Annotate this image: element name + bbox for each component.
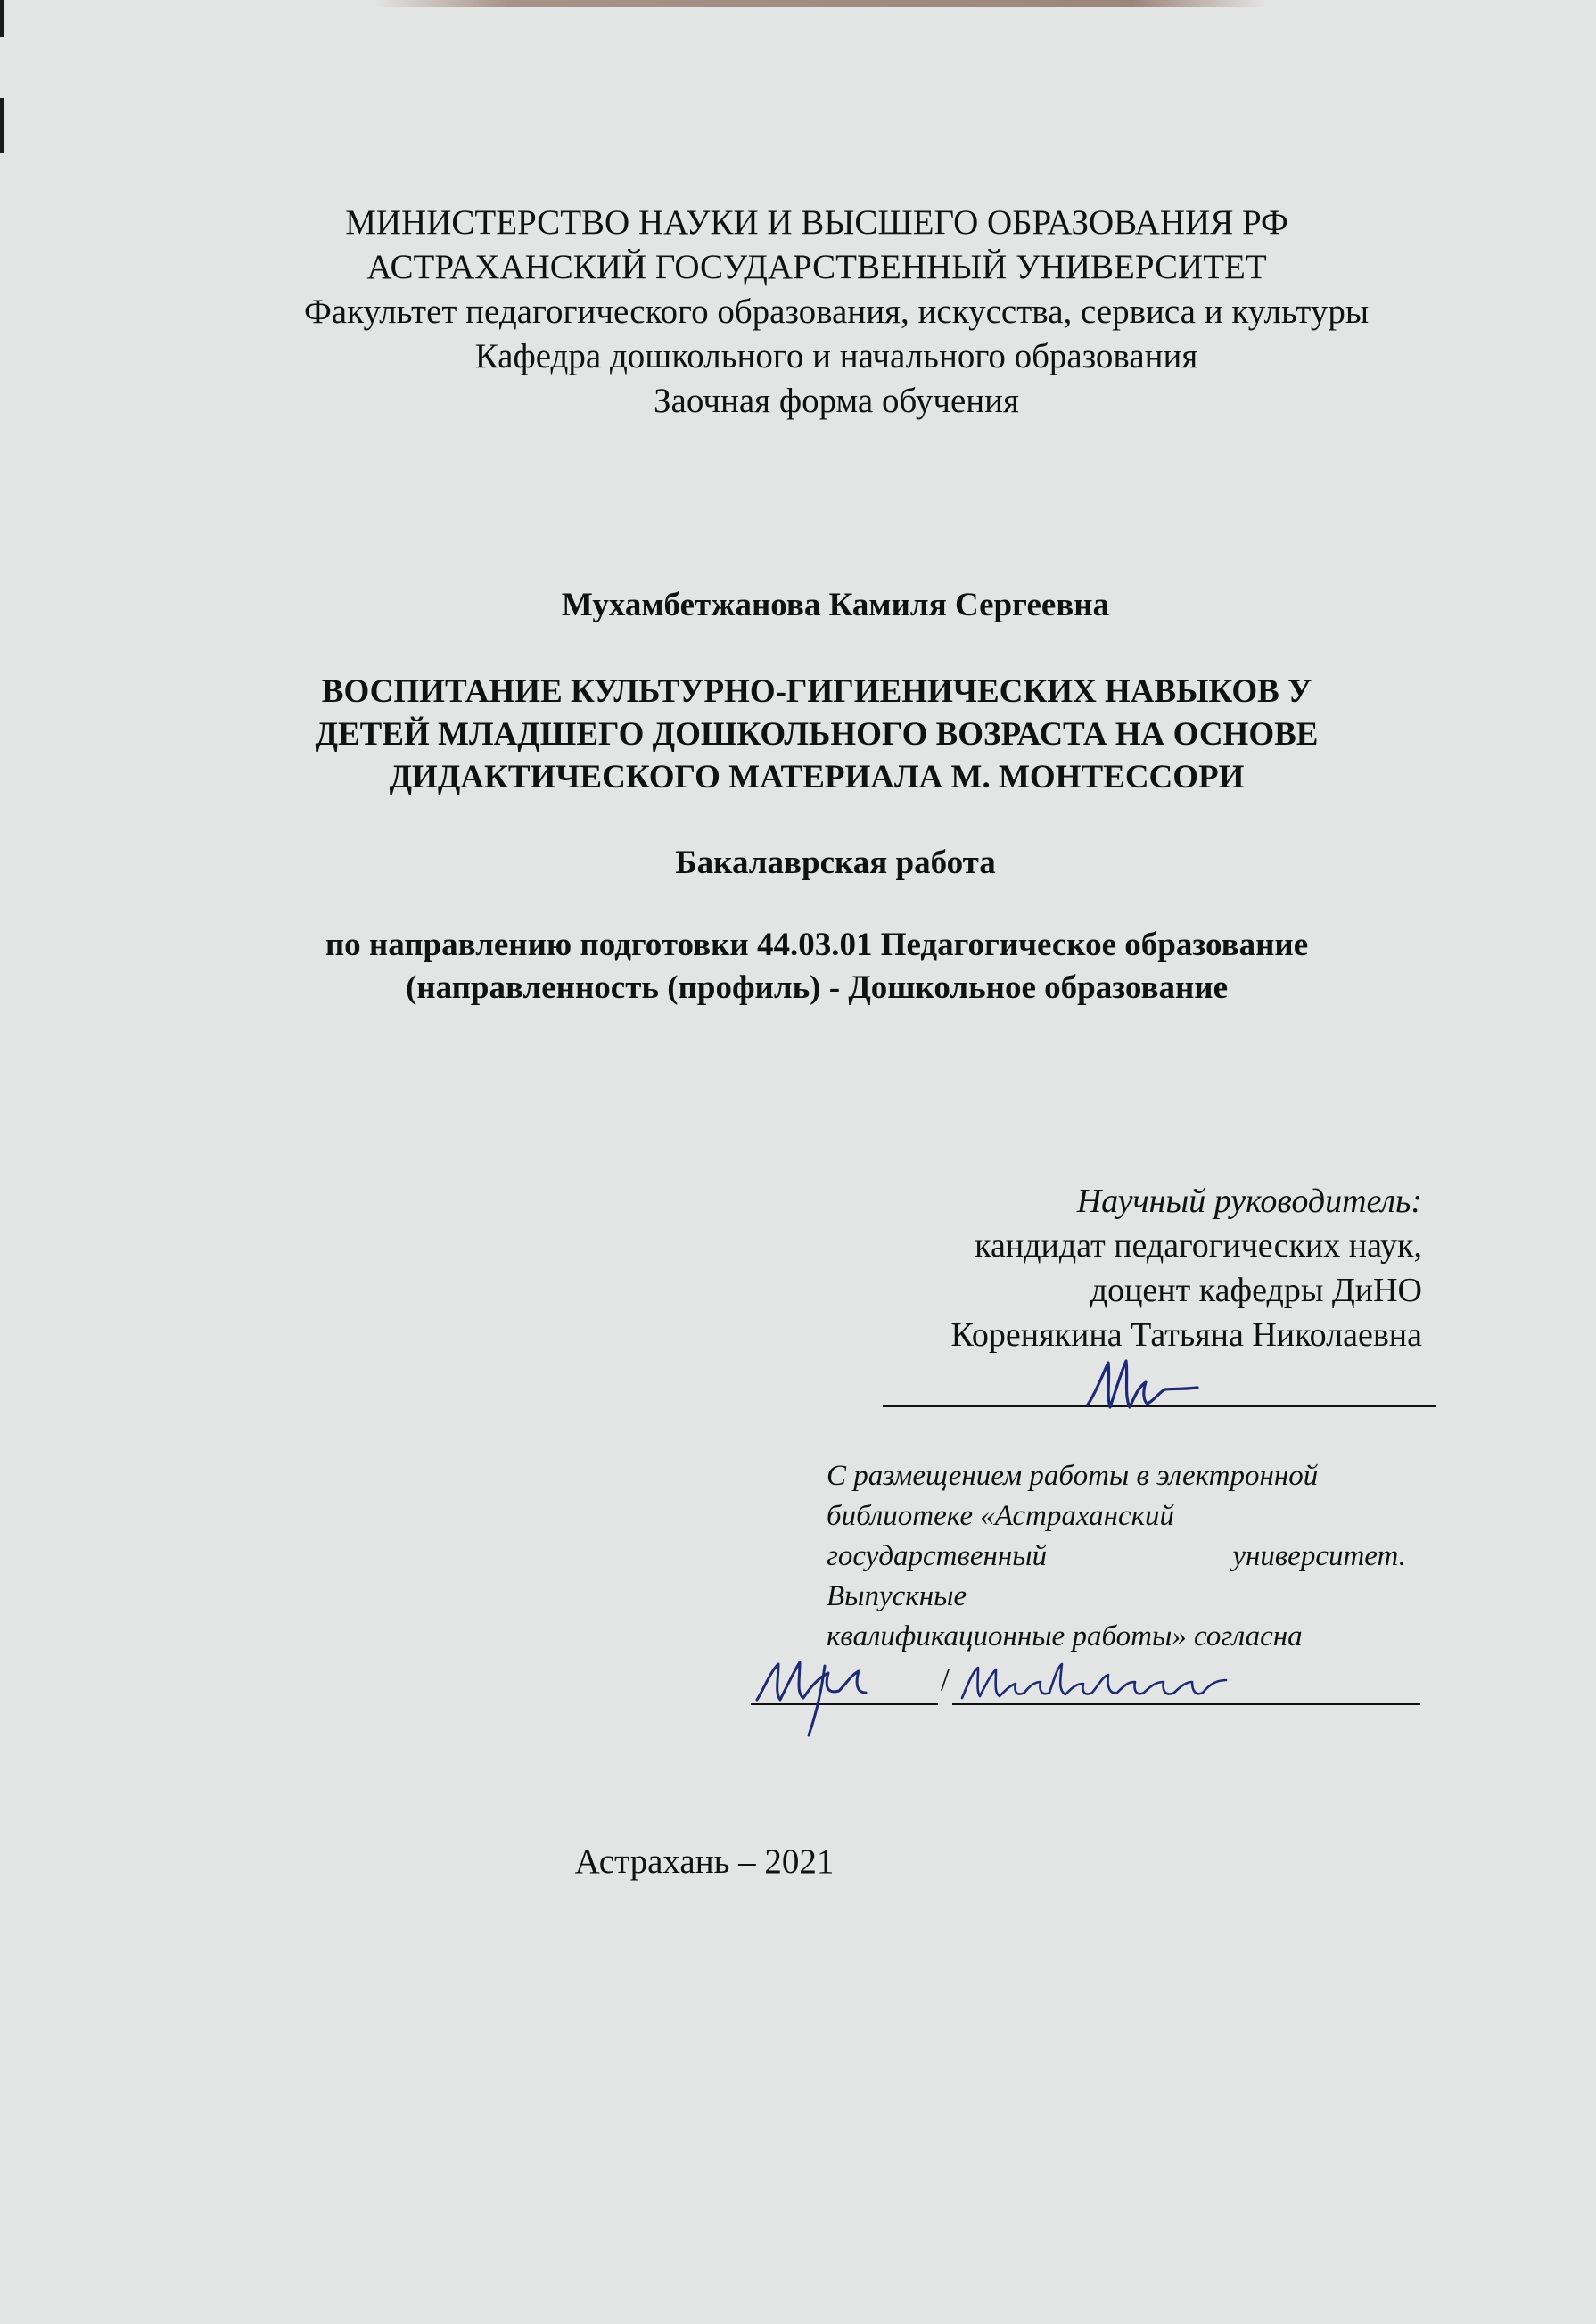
- consent-word: государственный: [827, 1540, 1048, 1572]
- consent-line: библиотеке «Астраханский: [827, 1500, 1175, 1532]
- direction-line: (направленность (профиль) - Дошкольное образование: [405, 969, 1229, 1006]
- library-consent: [827, 1456, 1406, 1657]
- consent-line: Выпускные: [827, 1580, 967, 1612]
- consent-line: С размещением работы в электронной: [827, 1460, 1319, 1492]
- direction-line: по направлению подготовки 44.03.01 Педагогическое образование: [325, 927, 1309, 963]
- student-handwritten-name: [958, 1659, 1244, 1712]
- title-line: ВОСПИТАНИЕ КУЛЬТУРНО-ГИГИЕНИЧЕСКИХ НАВЫКОВ У: [321, 673, 1312, 710]
- consent-line: квалификационные работы» согласна: [827, 1620, 1303, 1652]
- signature-separator: /: [941, 1661, 950, 1697]
- supervisor-heading: Научный руководитель:: [1076, 1183, 1422, 1220]
- city-year: Астрахань – 2021: [574, 1842, 835, 1881]
- department-name: Кафедра дошкольного и начального образования: [474, 337, 1198, 375]
- study-form: Заочная форма обучения: [654, 382, 1019, 420]
- work-type: Бакалаврская работа: [675, 845, 996, 881]
- scan-binding-mark: [0, 0, 4, 37]
- supervisor-position: доцент кафедры ДиНО: [1090, 1272, 1422, 1309]
- university-name: АСТРАХАНСКИЙ ГОСУДАРСТВЕННЫЙ УНИВЕРСИТЕТ: [366, 248, 1267, 286]
- student-signature: [753, 1648, 887, 1737]
- title-line: ДЕТЕЙ МЛАДШЕГО ДОШКОЛЬНОГО ВОЗРАСТА НА ОСНОВЕ: [315, 716, 1319, 753]
- thesis-title: [0, 671, 1596, 799]
- consent-line: [827, 1537, 1406, 1577]
- scan-binding-mark: [0, 98, 4, 153]
- consent-word: университет.: [1232, 1540, 1406, 1572]
- title-line: ДИДАКТИЧЕСКОГО МАТЕРИАЛА М. МОНТЕССОРИ: [389, 759, 1245, 795]
- supervisor-degree: кандидат педагогических наук,: [975, 1227, 1422, 1265]
- ministry-name: МИНИСТЕРСТВО НАУКИ И ВЫСШЕГО ОБРАЗОВАНИЯ РФ: [345, 203, 1288, 242]
- institution-header: [0, 201, 1596, 424]
- author-name: Мухамбетжанова Камиля Сергеевна: [561, 587, 1110, 623]
- study-direction: [0, 924, 1596, 1010]
- scan-edge-shadow: [374, 0, 1266, 7]
- supervisor-signature: [1083, 1356, 1199, 1418]
- faculty-name: Факультет педагогического образования, искусства, сервиса и культуры: [303, 293, 1370, 331]
- supervisor-block: [950, 1179, 1422, 1357]
- supervisor-name: Коренякина Татьяна Николаевна: [950, 1316, 1422, 1354]
